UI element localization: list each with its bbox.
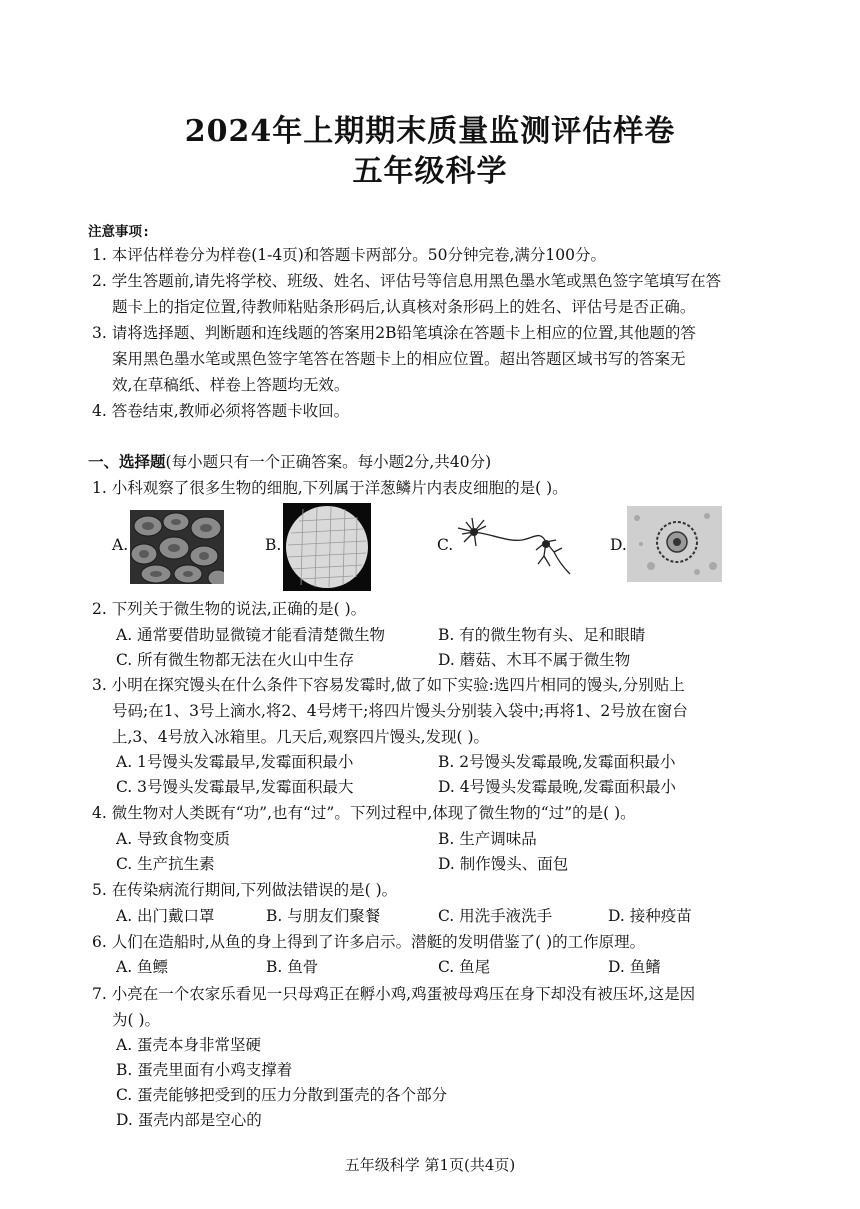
q3-stem-3: 上,3、4号放入冰箱里。几天后,观察四片馒头,发现( )。: [112, 728, 490, 746]
q3-option-d: D. 4号馒头发霉最晚,发霉面积最小: [438, 778, 677, 796]
notes-heading: 注意事项:: [88, 224, 151, 240]
note-line-3: 3. 请将选择题、判断题和连线题的答案用2B铅笔填涂在答题卡上相应的位置,其他题的答: [92, 324, 696, 342]
q7-stem-2: 为( )。: [112, 1011, 161, 1029]
q4-option-c: C. 生产抗生素: [116, 855, 215, 873]
q4-option-d: D. 制作馒头、面包: [438, 855, 569, 873]
section-title: 一、选择题: [88, 452, 166, 471]
q3-stem-1: 3. 小明在探究馒头在什么条件下容易发霉时,做了如下实验:选四片相同的馒头,分别贴上: [92, 676, 685, 694]
q6-stem: 6. 人们在造船时,从鱼的身上得到了许多启示。潜艇的发明借鉴了( )的工作原理。: [92, 933, 646, 951]
q6-option-c: C. 鱼尾: [438, 958, 491, 976]
q4-option-b: B. 生产调味品: [438, 830, 537, 848]
q1-label-c: C.: [437, 536, 454, 554]
q4-option-a: A. 导致食物变质: [116, 830, 231, 848]
q4-stem: 4. 微生物对人类既有“功”,也有“过”。下列过程中,体现了微生物的“过”的是( )。: [92, 804, 636, 822]
q5-stem: 5. 在传染病流行期间,下列做法错误的是( )。: [92, 881, 398, 899]
note-line-4: 4. 答卷结束,教师必须将答题卡收回。: [92, 402, 350, 420]
q5-option-b: B. 与朋友们聚餐: [266, 907, 381, 925]
q1-label-b: B.: [265, 536, 282, 554]
page-subtitle: 五年级科学: [352, 154, 508, 189]
section-instruction: (每小题只有一个正确答案。每小题2分,共40分): [165, 453, 492, 471]
note-line-3-cont-1: 案用黑色墨水笔或黑色签字笔答在答题卡上的相应位置。超出答题区域书写的答案无: [112, 350, 686, 368]
note-line-3-cont-2: 效,在草稿纸、样卷上答题均无效。: [112, 376, 350, 394]
q7-option-a: A. 蛋壳本身非常坚硬: [116, 1036, 262, 1054]
q3-option-b: B. 2号馒头发霉最晚,发霉面积最小: [438, 753, 676, 771]
q2-option-a: A. 通常要借助显微镜才能看清楚微生物: [116, 626, 386, 644]
q3-option-a: A. 1号馒头发霉最早,发霉面积最小: [116, 753, 354, 771]
q5-option-a: A. 出门戴口罩: [116, 907, 215, 925]
stained-cell-image: [627, 506, 722, 582]
page-footer: 五年级科学 第1页(共4页): [344, 1156, 516, 1174]
q1-label-d: D.: [610, 536, 627, 554]
q2-option-c: C. 所有微生物都无法在火山中生存: [116, 651, 355, 669]
q6-option-a: A. 鱼鳔: [116, 958, 169, 976]
q7-option-b: B. 蛋壳里面有小鸡支撑着: [116, 1061, 293, 1079]
q7-option-c: C. 蛋壳能够把受到的压力分散到蛋壳的各个部分: [116, 1086, 448, 1104]
note-line-2-cont: 题卡上的指定位置,待教师粘贴条形码后,认真核对条形码上的姓名、评估号是否正确。: [112, 298, 696, 316]
q7-stem-1: 7. 小亮在一个农家乐看见一只母鸡正在孵小鸡,鸡蛋被母鸡压在身下却没有被压坏,这是因: [92, 985, 696, 1003]
q7-option-d: D. 蛋壳内部是空心的: [116, 1111, 262, 1129]
q3-stem-2: 号码;在1、3号上滴水,将2、4号烤干;将四片馒头分别装入袋中;再将1、2号放在窗台: [112, 702, 688, 720]
q2-stem: 2. 下列关于微生物的说法,正确的是( )。: [92, 600, 367, 618]
page-title: 2024年上期期末质量监测评估样卷: [184, 114, 676, 149]
note-line-2: 2. 学生答题前,请先将学校、班级、姓名、评估号等信息用黑色墨水笔或黑色签字笔填写在答: [92, 272, 722, 290]
note-line-1: 1. 本评估样卷分为样卷(1-4页)和答题卡两部分。50分钟完卷,满分100分。: [92, 246, 607, 264]
q3-option-c: C. 3号馒头发霉最早,发霉面积最大: [116, 778, 354, 796]
q2-option-d: D. 蘑菇、木耳不属于微生物: [438, 651, 631, 669]
red-blood-cells-image: [130, 510, 224, 584]
nerve-cell-image: [452, 512, 582, 578]
q6-option-d: D. 鱼鳍: [608, 958, 661, 976]
onion-epidermis-image: [283, 503, 371, 591]
q2-option-b: B. 有的微生物有头、足和眼睛: [438, 626, 646, 644]
q5-option-d: D. 接种疫苗: [608, 907, 692, 925]
section-heading: [88, 450, 491, 472]
q6-option-b: B. 鱼骨: [266, 958, 319, 976]
q1-stem: 1. 小科观察了很多生物的细胞,下列属于洋葱鳞片内表皮细胞的是( )。: [92, 479, 568, 497]
q5-option-c: C. 用洗手液洗手: [438, 907, 553, 925]
q1-label-a: A.: [112, 536, 129, 554]
